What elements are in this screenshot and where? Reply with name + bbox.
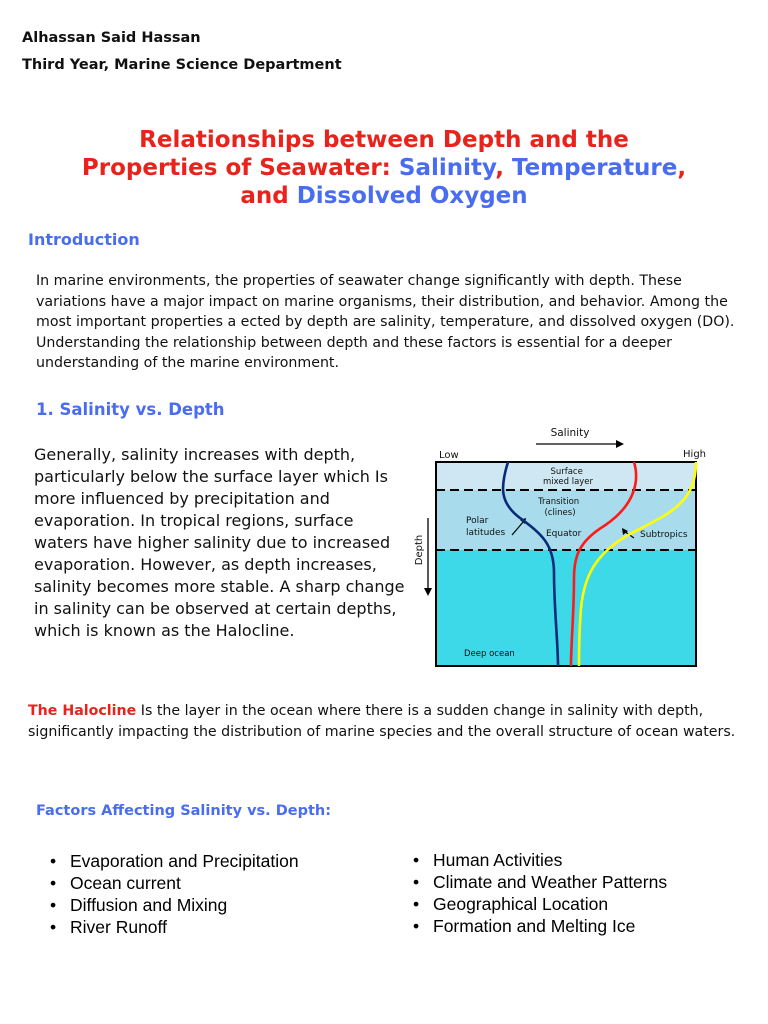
salinity-heading: 1. Salinity vs. Depth (36, 400, 225, 419)
halocline-term: The Halocline (28, 703, 137, 719)
author-name: Alhassan Said Hassan (22, 30, 201, 46)
title-line1: Relationships between Depth and the (139, 127, 629, 153)
introduction-paragraph: In marine environments, the properties of seawater change significantly with depth. These variations have a major impact on marine organisms, their distribution, and behavior. Among the most important properties a ected by depth are salinity, temperature, and dissolved oxygen (DO). Understanding the relationship between depth and these factors is essential for a deeper understanding of the marine environment. (36, 273, 735, 371)
depth-arrow-head-icon (424, 588, 432, 596)
list-item: • Diffusion and Mixing (50, 894, 299, 916)
title-temperature: Temperature (511, 155, 678, 181)
transition-label-line2: (clines) (544, 508, 576, 518)
high-label: High (683, 449, 706, 460)
subtropics-label: Subtropics (640, 530, 688, 540)
page-title (0, 126, 768, 210)
polar-label-line2: latitudes (466, 528, 506, 538)
title-comma2: , (677, 155, 687, 181)
author-department: Third Year, Marine Science Department (22, 57, 342, 73)
halocline-paragraph (28, 701, 740, 742)
factors-list-right (413, 849, 667, 937)
halocline-definition: Is the layer in the ocean where there is a sudden change in salinity with depth, significantly impacting the distribution of marine species and the overall structure of ocean waters. (28, 703, 736, 740)
factors-list-left (50, 850, 299, 938)
title-oxygen: Dissolved Oxygen (296, 183, 528, 209)
list-item: • Geographical Location (413, 893, 667, 915)
deep-ocean-label: Deep ocean (464, 649, 515, 659)
surface-label-line1: Surface (550, 467, 583, 477)
title-comma1: , (495, 155, 512, 181)
list-item: • Ocean current (50, 872, 299, 894)
depth-axis-label: Depth (414, 534, 425, 566)
surface-label-line2: mixed layer (542, 477, 594, 487)
transition-layer-label (537, 497, 582, 518)
equator-label: Equator (546, 529, 582, 539)
list-item: • River Runoff (50, 916, 299, 938)
title-salinity: Salinity (398, 155, 496, 181)
introduction-heading: Introduction (28, 230, 140, 249)
salinity-arrow-head-icon (616, 440, 624, 448)
list-item: • Human Activities (413, 849, 667, 871)
list-item: • Formation and Melting Ice (413, 915, 667, 937)
title-line2-prefix: Properties of Seawater: (81, 155, 399, 181)
salinity-depth-diagram (408, 418, 720, 674)
salinity-axis-label: Salinity (550, 427, 590, 439)
low-label: Low (439, 450, 459, 461)
title-and: and (240, 183, 297, 209)
salinity-paragraph: Generally, salinity increases with depth, particularly below the surface layer which Is more influenced by precipitation and evaporation. In tropical regions, surface waters have higher salinity due to increased evaporation. However, as depth increases, salinity becomes more stable. A sharp change in salinity can be observed at certain depths, which is known as the Halocline. (34, 445, 405, 640)
factors-heading: Factors Affecting Salinity vs. Depth: (36, 803, 332, 819)
transition-label-line1: Transition (538, 497, 580, 507)
list-item: • Evaporation and Precipitation (50, 850, 299, 872)
polar-label-line1: Polar (466, 516, 489, 526)
list-item: • Climate and Weather Patterns (413, 871, 667, 893)
